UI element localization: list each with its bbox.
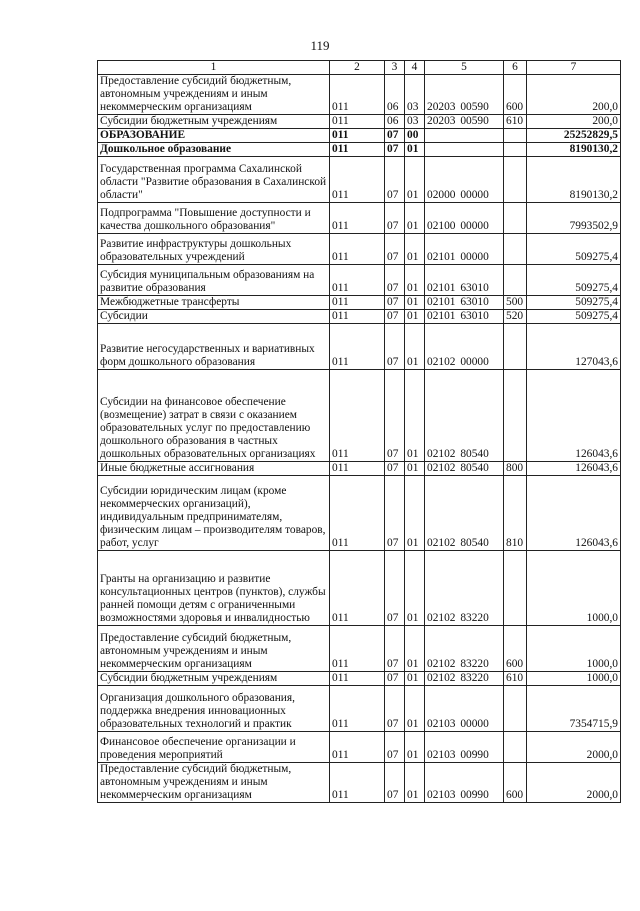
subsection-code-cell: 01 bbox=[405, 626, 425, 672]
table-row bbox=[98, 462, 621, 476]
target-article-cell: 02000 00000 bbox=[425, 157, 504, 203]
row-name-cell: Развитие инфраструктуры дошкольных образовательных учреждений bbox=[98, 234, 330, 265]
section-code-cell: 07 bbox=[385, 203, 405, 234]
target-article-cell: 02103 00000 bbox=[425, 686, 504, 732]
section-code-cell: 07 bbox=[385, 476, 405, 551]
row-name-cell: Субсидии bbox=[98, 310, 330, 324]
ministry-code-cell: 011 bbox=[330, 324, 385, 370]
target-article-cell: 02102 83220 bbox=[425, 626, 504, 672]
expense-type-cell: 600 bbox=[504, 763, 527, 803]
amount-cell: 8190130,2 bbox=[527, 143, 621, 157]
table-row bbox=[98, 672, 621, 686]
row-name-cell: Субсидия муниципальным образованиям на развитие образования bbox=[98, 265, 330, 296]
page-number: 119 bbox=[310, 38, 330, 53]
subsection-code-cell: 03 bbox=[405, 75, 425, 115]
target-article-cell: 02102 83220 bbox=[425, 551, 504, 626]
target-article-cell bbox=[425, 129, 504, 143]
expense-type-cell bbox=[504, 143, 527, 157]
row-name-cell: Иные бюджетные ассигнования bbox=[98, 462, 330, 476]
expense-type-cell: 520 bbox=[504, 310, 527, 324]
row-name-cell: Подпрограмма "Повышение доступности и качества дошкольного образования" bbox=[98, 203, 330, 234]
row-name-cell: Субсидии юридическим лицам (кроме некоммерческих организаций), индивидуальным предпринимателям, физическим лицам – производителям товаров, работ, услуг bbox=[98, 476, 330, 551]
expense-type-cell bbox=[504, 732, 527, 763]
table-row bbox=[98, 129, 621, 143]
target-article-cell: 02101 63010 bbox=[425, 310, 504, 324]
amount-cell: 8190130,2 bbox=[527, 157, 621, 203]
column-header: 6 bbox=[504, 61, 527, 75]
amount-cell: 509275,4 bbox=[527, 310, 621, 324]
amount-cell: 1000,0 bbox=[527, 626, 621, 672]
subsection-code-cell: 01 bbox=[405, 551, 425, 626]
amount-cell: 7354715,9 bbox=[527, 686, 621, 732]
amount-cell: 1000,0 bbox=[527, 551, 621, 626]
section-code-cell: 07 bbox=[385, 763, 405, 803]
subsection-code-cell: 01 bbox=[405, 686, 425, 732]
target-article-cell: 02102 00000 bbox=[425, 324, 504, 370]
target-article-cell: 02103 00990 bbox=[425, 763, 504, 803]
amount-cell: 126043,6 bbox=[527, 370, 621, 462]
ministry-code-cell: 011 bbox=[330, 310, 385, 324]
ministry-code-cell: 011 bbox=[330, 686, 385, 732]
subsection-code-cell: 01 bbox=[405, 265, 425, 296]
table-row bbox=[98, 203, 621, 234]
expense-type-cell bbox=[504, 129, 527, 143]
expense-type-cell: 600 bbox=[504, 626, 527, 672]
ministry-code-cell: 011 bbox=[330, 672, 385, 686]
section-code-cell: 07 bbox=[385, 462, 405, 476]
expense-type-cell bbox=[504, 234, 527, 265]
section-code-cell: 07 bbox=[385, 265, 405, 296]
ministry-code-cell: 011 bbox=[330, 732, 385, 763]
expense-type-cell: 600 bbox=[504, 75, 527, 115]
row-name-cell: Субсидии на финансовое обеспечение (возмещение) затрат в связи с оказанием образовательных услуг по предоставлению дошкольного образования в частных дошкольных образовательных организациях bbox=[98, 370, 330, 462]
subsection-code-cell: 03 bbox=[405, 115, 425, 129]
row-name-cell: Межбюджетные трансферты bbox=[98, 296, 330, 310]
ministry-code-cell: 011 bbox=[330, 370, 385, 462]
row-name-cell: Субсидии бюджетным учреждениям bbox=[98, 672, 330, 686]
target-article-cell: 02101 63010 bbox=[425, 296, 504, 310]
expense-type-cell bbox=[504, 157, 527, 203]
section-code-cell: 07 bbox=[385, 143, 405, 157]
column-header: 7 bbox=[527, 61, 621, 75]
section-code-cell: 06 bbox=[385, 115, 405, 129]
row-name-cell: Государственная программа Сахалинской области "Развитие образования в Сахалинской области" bbox=[98, 157, 330, 203]
amount-cell: 200,0 bbox=[527, 115, 621, 129]
amount-cell: 509275,4 bbox=[527, 234, 621, 265]
expense-type-cell: 800 bbox=[504, 462, 527, 476]
column-header: 1 bbox=[98, 61, 330, 75]
expense-type-cell: 610 bbox=[504, 672, 527, 686]
target-article-cell: 02102 80540 bbox=[425, 462, 504, 476]
subsection-code-cell: 00 bbox=[405, 129, 425, 143]
target-article-cell: 02102 80540 bbox=[425, 370, 504, 462]
target-article-cell: 02100 00000 bbox=[425, 203, 504, 234]
subsection-code-cell: 01 bbox=[405, 763, 425, 803]
ministry-code-cell: 011 bbox=[330, 75, 385, 115]
budget-table bbox=[97, 60, 621, 803]
table-row bbox=[98, 143, 621, 157]
ministry-code-cell: 011 bbox=[330, 157, 385, 203]
table-row bbox=[98, 115, 621, 129]
subsection-code-cell: 01 bbox=[405, 143, 425, 157]
section-code-cell: 07 bbox=[385, 732, 405, 763]
subsection-code-cell: 01 bbox=[405, 324, 425, 370]
target-article-cell: 02102 80540 bbox=[425, 476, 504, 551]
amount-cell: 2000,0 bbox=[527, 763, 621, 803]
amount-cell: 126043,6 bbox=[527, 476, 621, 551]
amount-cell: 1000,0 bbox=[527, 672, 621, 686]
section-code-cell: 07 bbox=[385, 626, 405, 672]
ministry-code-cell: 011 bbox=[330, 143, 385, 157]
table-row bbox=[98, 551, 621, 626]
section-code-cell: 07 bbox=[385, 686, 405, 732]
table-row bbox=[98, 763, 621, 803]
section-code-cell: 07 bbox=[385, 370, 405, 462]
subsection-code-cell: 01 bbox=[405, 310, 425, 324]
row-name-cell: Дошкольное образование bbox=[98, 143, 330, 157]
section-code-cell: 06 bbox=[385, 75, 405, 115]
table-header-row bbox=[98, 61, 621, 75]
expense-type-cell bbox=[504, 686, 527, 732]
row-name-cell: Субсидии бюджетным учреждениям bbox=[98, 115, 330, 129]
expense-type-cell bbox=[504, 370, 527, 462]
ministry-code-cell: 011 bbox=[330, 763, 385, 803]
target-article-cell: 02103 00990 bbox=[425, 732, 504, 763]
ministry-code-cell: 011 bbox=[330, 115, 385, 129]
table-row bbox=[98, 370, 621, 462]
column-header: 2 bbox=[330, 61, 385, 75]
table-row bbox=[98, 157, 621, 203]
ministry-code-cell: 011 bbox=[330, 234, 385, 265]
subsection-code-cell: 01 bbox=[405, 370, 425, 462]
section-code-cell: 07 bbox=[385, 157, 405, 203]
ministry-code-cell: 011 bbox=[330, 462, 385, 476]
amount-cell: 7993502,9 bbox=[527, 203, 621, 234]
table-row bbox=[98, 732, 621, 763]
subsection-code-cell: 01 bbox=[405, 157, 425, 203]
row-name-cell: Финансовое обеспечение организации и проведения мероприятий bbox=[98, 732, 330, 763]
row-name-cell: Гранты на организацию и развитие консультационных центров (пунктов), службы ранней помощи детям с ограниченными возможностями здоровья и инвалидностью bbox=[98, 551, 330, 626]
section-code-cell: 07 bbox=[385, 129, 405, 143]
table-row bbox=[98, 476, 621, 551]
amount-cell: 25252829,5 bbox=[527, 129, 621, 143]
target-article-cell: 02102 83220 bbox=[425, 672, 504, 686]
target-article-cell: 02101 63010 bbox=[425, 265, 504, 296]
section-code-cell: 07 bbox=[385, 234, 405, 265]
amount-cell: 509275,4 bbox=[527, 296, 621, 310]
row-name-cell: Развитие негосударственных и вариативных форм дошкольного образования bbox=[98, 324, 330, 370]
target-article-cell: 20203 00590 bbox=[425, 75, 504, 115]
ministry-code-cell: 011 bbox=[330, 476, 385, 551]
ministry-code-cell: 011 bbox=[330, 626, 385, 672]
expense-type-cell bbox=[504, 324, 527, 370]
section-code-cell: 07 bbox=[385, 672, 405, 686]
subsection-code-cell: 01 bbox=[405, 672, 425, 686]
table-row bbox=[98, 265, 621, 296]
amount-cell: 127043,6 bbox=[527, 324, 621, 370]
table-row bbox=[98, 686, 621, 732]
subsection-code-cell: 01 bbox=[405, 732, 425, 763]
row-name-cell: Предоставление субсидий бюджетным, автономным учреждениям и иным некоммерческим организациям bbox=[98, 75, 330, 115]
amount-cell: 509275,4 bbox=[527, 265, 621, 296]
expense-type-cell: 500 bbox=[504, 296, 527, 310]
subsection-code-cell: 01 bbox=[405, 234, 425, 265]
expense-type-cell bbox=[504, 203, 527, 234]
row-name-cell: Предоставление субсидий бюджетным, автономным учреждениям и иным некоммерческим организациям bbox=[98, 763, 330, 803]
subsection-code-cell: 01 bbox=[405, 476, 425, 551]
subsection-code-cell: 01 bbox=[405, 203, 425, 234]
table-row bbox=[98, 296, 621, 310]
table-row bbox=[98, 324, 621, 370]
row-name-cell: ОБРАЗОВАНИЕ bbox=[98, 129, 330, 143]
ministry-code-cell: 011 bbox=[330, 265, 385, 296]
section-code-cell: 07 bbox=[385, 551, 405, 626]
subsection-code-cell: 01 bbox=[405, 296, 425, 310]
column-header: 3 bbox=[385, 61, 405, 75]
row-name-cell: Организация дошкольного образования, поддержка внедрения инновационных образовательных технологий и практик bbox=[98, 686, 330, 732]
subsection-code-cell: 01 bbox=[405, 462, 425, 476]
expense-type-cell bbox=[504, 551, 527, 626]
table-row bbox=[98, 626, 621, 672]
amount-cell: 126043,6 bbox=[527, 462, 621, 476]
table-row bbox=[98, 75, 621, 115]
row-name-cell: Предоставление субсидий бюджетным, автономным учреждениям и иным некоммерческим организациям bbox=[98, 626, 330, 672]
expense-type-cell: 610 bbox=[504, 115, 527, 129]
column-header: 4 bbox=[405, 61, 425, 75]
ministry-code-cell: 011 bbox=[330, 129, 385, 143]
expense-type-cell: 810 bbox=[504, 476, 527, 551]
section-code-cell: 07 bbox=[385, 296, 405, 310]
ministry-code-cell: 011 bbox=[330, 203, 385, 234]
table-row bbox=[98, 234, 621, 265]
target-article-cell: 20203 00590 bbox=[425, 115, 504, 129]
ministry-code-cell: 011 bbox=[330, 296, 385, 310]
table-row bbox=[98, 310, 621, 324]
amount-cell: 2000,0 bbox=[527, 732, 621, 763]
amount-cell: 200,0 bbox=[527, 75, 621, 115]
column-header: 5 bbox=[425, 61, 504, 75]
section-code-cell: 07 bbox=[385, 310, 405, 324]
target-article-cell bbox=[425, 143, 504, 157]
ministry-code-cell: 011 bbox=[330, 551, 385, 626]
expense-type-cell bbox=[504, 265, 527, 296]
target-article-cell: 02101 00000 bbox=[425, 234, 504, 265]
section-code-cell: 07 bbox=[385, 324, 405, 370]
